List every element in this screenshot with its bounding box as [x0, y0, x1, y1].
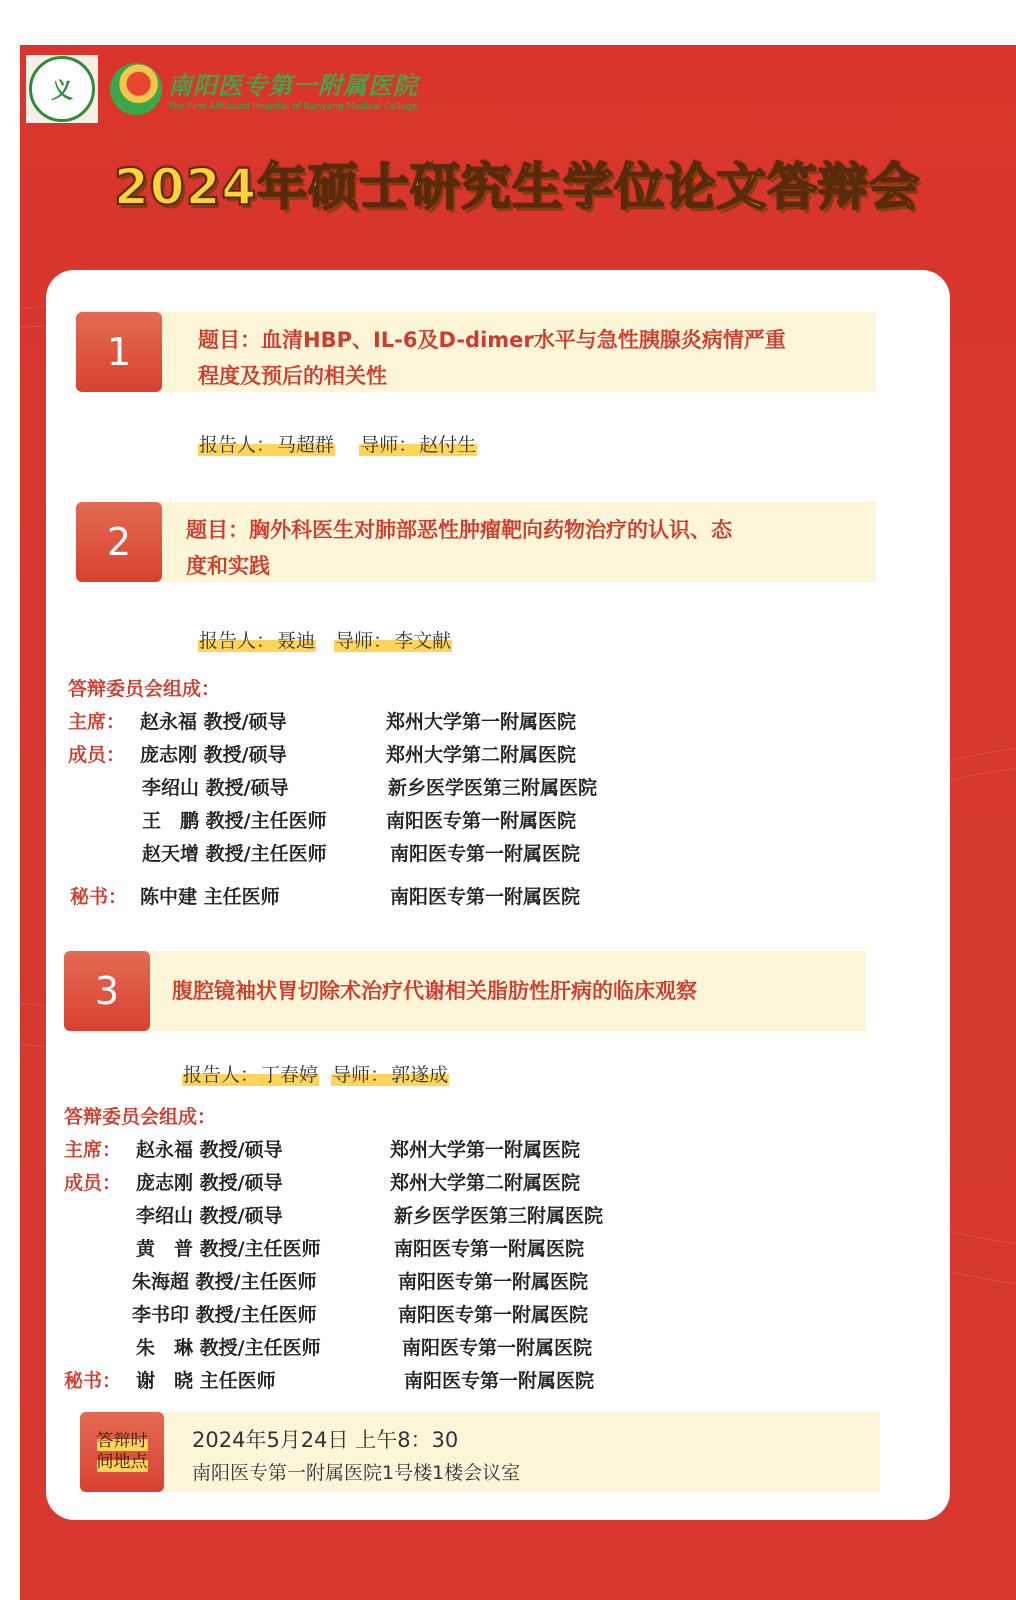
text-item: 导师： — [335, 630, 393, 652]
text-item: 赵天增 — [142, 843, 200, 865]
text-item: 教授/硕导 — [199, 1172, 283, 1194]
text-item: 报告人： — [199, 434, 276, 456]
text-item — [64, 1168, 121, 1195]
topic-3-reporter — [182, 1060, 449, 1087]
text-item: 黄 普 — [136, 1238, 194, 1260]
text-item: 新乡医学医第三附属医院 — [394, 1205, 604, 1227]
member-row — [140, 882, 280, 909]
hospital-logo-icon — [110, 63, 162, 115]
text-item: 李绍山 — [136, 1205, 194, 1227]
text-item: 赵付生 — [419, 434, 477, 456]
text-item: 南阳医专第一附属医院 — [398, 1304, 589, 1326]
text-item: 朱海超 — [132, 1271, 190, 1293]
committee-heading: 答辩委员会组成： — [68, 678, 221, 700]
text-item: 教授/硕导 — [199, 1205, 283, 1227]
member-row — [136, 1333, 321, 1360]
hospital-name-cn: 南阳医专第一附属医院 — [168, 72, 418, 100]
member-row — [136, 1135, 283, 1162]
text-item — [64, 1135, 121, 1162]
text-item: 导师： — [332, 1064, 390, 1086]
member-row — [140, 707, 287, 734]
text-item: 丁春婷 — [261, 1064, 319, 1086]
text-item: 赵永福 — [136, 1139, 194, 1161]
text-item: 郑州大学第二附属医院 — [386, 744, 577, 766]
text-item: 谢 晓 — [136, 1370, 194, 1392]
text-item: 庞志刚 — [140, 744, 198, 766]
page-title: 2024年硕士研究生学位论文答辩会 — [114, 158, 921, 216]
text-item — [70, 882, 127, 909]
text-item: 题目：胸外科医生对肺部恶性肿瘤靶向药物治疗的认识、态 — [186, 518, 732, 542]
schedule-tag: 答辩时 间地点 — [80, 1412, 164, 1492]
committee-heading: 答辩委员会组成： — [64, 1106, 217, 1128]
text-item: 教授/主任医师 — [205, 810, 327, 832]
text-item: 庞志刚 — [136, 1172, 194, 1194]
hospital-name — [168, 66, 418, 112]
text-item: 南阳医专第一附属医院 — [390, 886, 581, 908]
text-item: 聂迪 — [277, 630, 316, 652]
text-item — [68, 707, 125, 734]
text-item: 南阳医专第一附属医院 — [404, 1370, 595, 1392]
schedule-datetime: 2024年5月24日 上午8：30 — [192, 1428, 459, 1452]
text-item: 南阳医专第一附属医院 — [398, 1271, 589, 1293]
poster-background — [20, 45, 1016, 1600]
text-item: 马超群 — [277, 434, 335, 456]
member-row — [132, 1267, 317, 1294]
text-item: 秘书： — [70, 886, 128, 908]
topic-title — [198, 322, 908, 394]
member-row — [136, 1168, 283, 1195]
text-item: 南阳医专第一附属医院 — [386, 810, 577, 832]
text-item: 教授/主任医师 — [199, 1337, 321, 1359]
text-item: 新乡医学医第三附属医院 — [388, 777, 598, 799]
text-item: 朱 琳 — [136, 1337, 194, 1359]
text-item: 成员： — [64, 1172, 122, 1194]
text-item: 陈中建 — [140, 886, 198, 908]
text-item: 成员： — [68, 744, 126, 766]
text-item: 郑州大学第二附属医院 — [390, 1172, 581, 1194]
text-item: 王 鹏 — [142, 810, 200, 832]
text-item: 主席： — [64, 1139, 122, 1161]
member-row — [142, 839, 327, 866]
member-row — [132, 1300, 317, 1327]
text-item: 秘书： — [64, 1370, 122, 1392]
content-card — [46, 270, 950, 1520]
college-seal-logo — [26, 55, 98, 123]
logo-bar — [26, 53, 418, 125]
text-item: 程度及预后的相关性 — [198, 364, 387, 388]
text-item: 赵永福 — [140, 711, 198, 733]
member-row — [136, 1201, 283, 1228]
text-item — [64, 1366, 121, 1393]
seal-mark: 义 — [29, 56, 95, 122]
text-item — [68, 740, 125, 767]
topic-number: 2 — [76, 502, 162, 582]
text-item: 度和实践 — [186, 554, 270, 578]
text-item: 教授/主任医师 — [205, 843, 327, 865]
text-item: 报告人： — [183, 1064, 260, 1086]
text-item: 教授/硕导 — [205, 777, 289, 799]
text-item: 教授/硕导 — [199, 1139, 283, 1161]
schedule-location: 南阳医专第一附属医院1号楼1楼会议室 — [192, 1462, 521, 1484]
topic-number: 1 — [76, 312, 162, 392]
text-item: 郑州大学第一附属医院 — [390, 1139, 581, 1161]
topic-number: 3 — [64, 951, 150, 1031]
text-item: 李文献 — [394, 630, 452, 652]
text-item: 题目：血清HBP、IL-6及D-dimer水平与急性胰腺炎病情严重 — [198, 328, 786, 352]
text-item: 主席： — [68, 711, 126, 733]
topic-title — [186, 512, 906, 584]
text-item: 报告人： — [199, 630, 276, 652]
text-item: 主任医师 — [199, 1370, 276, 1392]
member-row — [136, 1234, 321, 1261]
text-item: 李绍山 — [142, 777, 200, 799]
member-row — [142, 806, 327, 833]
text-item: 教授/硕导 — [203, 744, 287, 766]
text-item: 腹腔镜袖状胃切除术治疗代谢相关脂肪性肝病的临床观察 — [172, 979, 697, 1003]
topic-title — [172, 973, 872, 1009]
text-item: 郭遂成 — [391, 1064, 449, 1086]
text-item: 教授/主任医师 — [199, 1238, 321, 1260]
member-row — [136, 1366, 276, 1393]
text-item: 郑州大学第一附属医院 — [386, 711, 577, 733]
text-item: 主任医师 — [203, 886, 280, 908]
hospital-name-en: The First Affiliated Hospital of Nanyang Medical College — [168, 102, 418, 112]
text-item: 李书印 — [132, 1304, 190, 1326]
member-row — [142, 773, 289, 800]
member-row — [140, 740, 287, 767]
text-item: 南阳医专第一附属医院 — [394, 1238, 585, 1260]
topic-1-reporter — [198, 430, 477, 457]
text-item: 教授/硕导 — [203, 711, 287, 733]
text-item: 南阳医专第一附属医院 — [390, 843, 581, 865]
text-item: 教授/主任医师 — [195, 1271, 317, 1293]
topic-2-reporter — [198, 626, 452, 653]
schedule-panel — [80, 1412, 880, 1492]
text-item: 导师： — [360, 434, 418, 456]
text-item: 南阳医专第一附属医院 — [402, 1337, 593, 1359]
text-item: 教授/主任医师 — [195, 1304, 317, 1326]
